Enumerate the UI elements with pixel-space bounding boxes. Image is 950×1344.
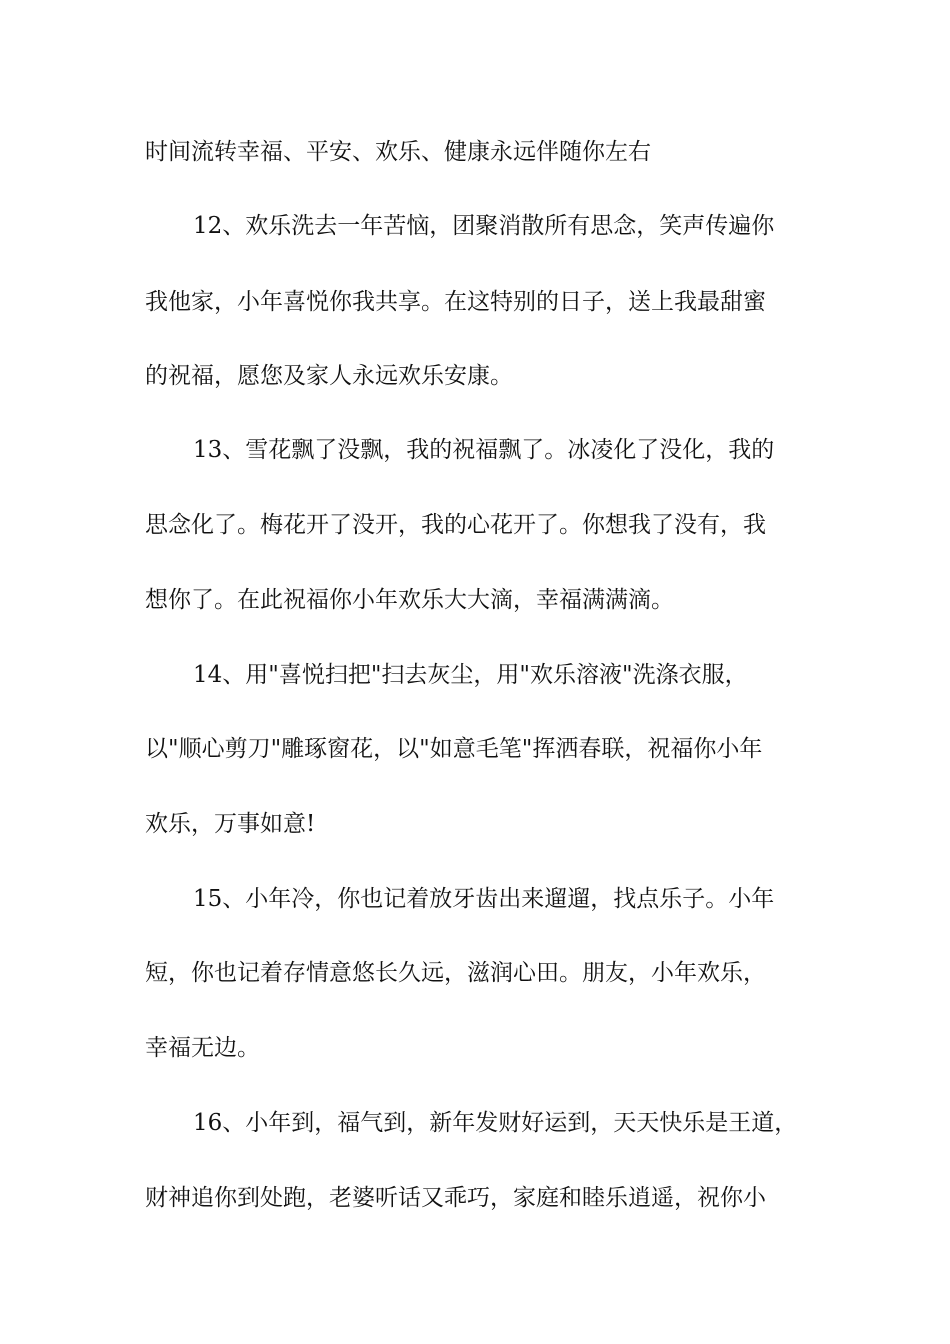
text-line: 时间流转幸福、平安、欢乐、健康永远伴随你左右 xyxy=(145,139,651,165)
text-line: 想你了。在此祝福你小年欢乐大大滴，幸福满满滴。 xyxy=(145,587,674,613)
text-line: 的祝福，愿您及家人永远欢乐安康。 xyxy=(145,363,513,389)
item-12-line: 12、欢乐洗去一年苦恼，团聚消散所有思念，笑声传遍你 xyxy=(193,213,775,239)
item-14-line: 14、用"喜悦扫把"扫去灰尘，用"欢乐溶液"洗涤衣服， xyxy=(193,662,748,688)
text-line: 我他家，小年喜悦你我共享。在这特别的日子，送上我最甜蜜 xyxy=(145,289,766,315)
item-16-line: 16、小年到，福气到，新年发财好运到，天天快乐是王道， xyxy=(193,1110,798,1136)
item-13-line: 13、雪花飘了没飘，我的祝福飘了。冰凌化了没化，我的 xyxy=(193,437,775,463)
text-line: 幸福无边。 xyxy=(145,1035,260,1061)
text-line: 财神追你到处跑，老婆听话又乖巧，家庭和睦乐逍遥，祝你小 xyxy=(145,1185,766,1211)
text-line: 欢乐，万事如意! xyxy=(145,811,316,837)
text-line: 短，你也记着存情意悠长久远，滋润心田。朋友，小年欢乐， xyxy=(145,960,766,986)
text-line: 以"顺心剪刀"雕琢窗花，以"如意毛笔"挥洒春联，祝福你小年 xyxy=(145,736,763,762)
item-15-line: 15、小年冷，你也记着放牙齿出来遛遛，找点乐子。小年 xyxy=(193,886,775,912)
text-line: 思念化了。梅花开了没开，我的心花开了。你想我了没有，我 xyxy=(145,512,766,538)
